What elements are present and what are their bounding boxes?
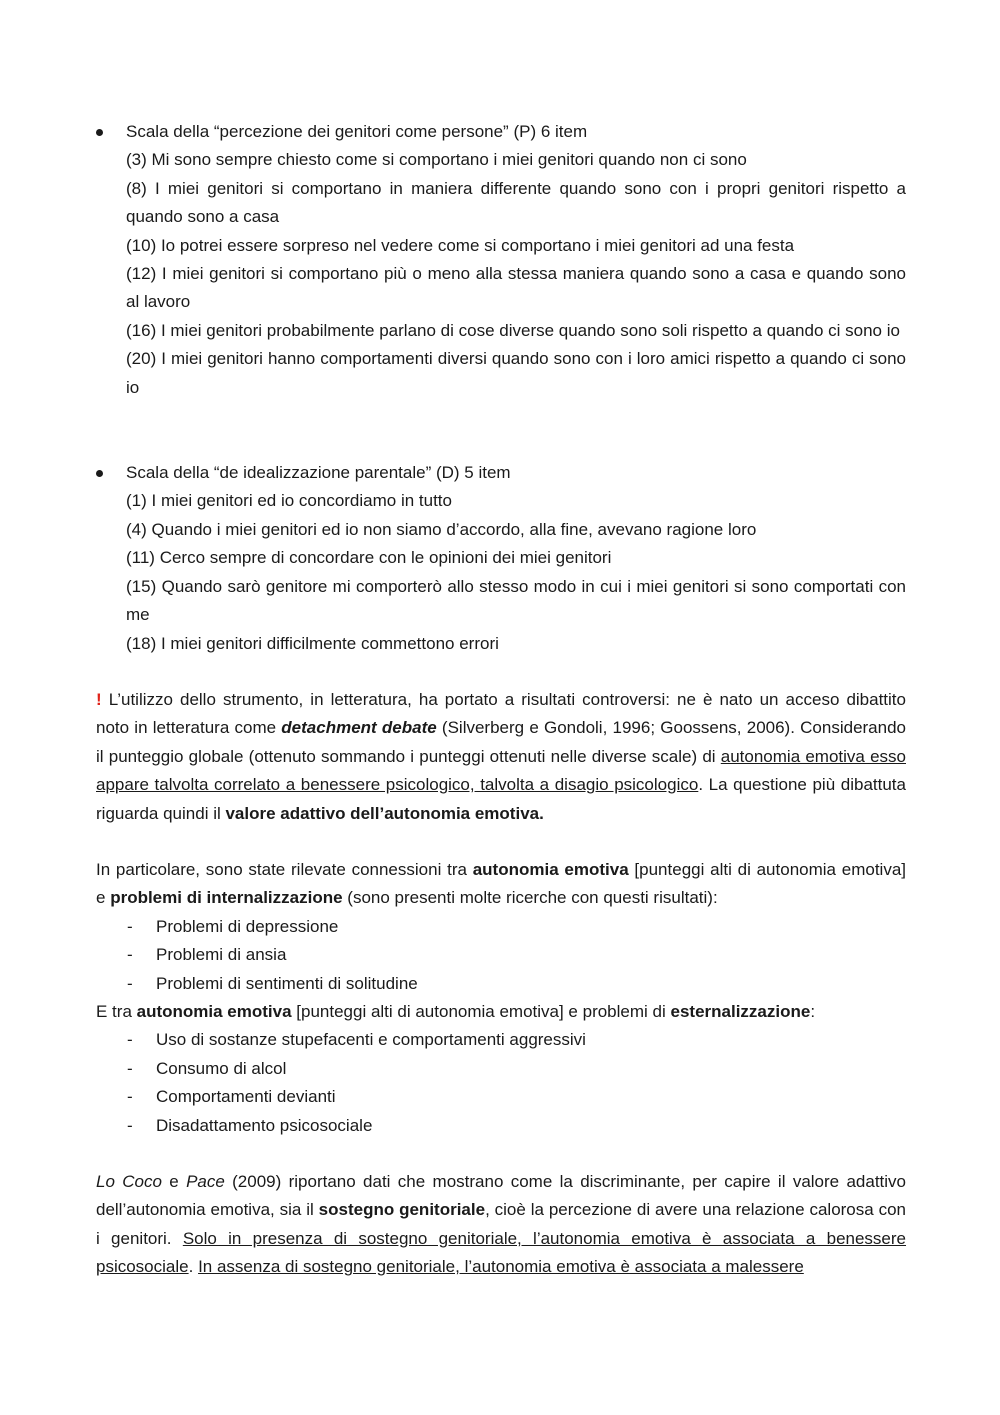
scale-p-item: (20) I miei genitori hanno comportamenti diversi quando sono con i loro amici rispetto a quando ci sono io bbox=[126, 349, 906, 397]
document-body bbox=[96, 118, 906, 1282]
text: E tra bbox=[96, 1001, 137, 1021]
bold-text: esternalizzazione bbox=[670, 1001, 811, 1021]
internalization-list bbox=[96, 913, 906, 998]
scale-d-item: (1) I miei genitori ed io concordiamo in tutto bbox=[126, 491, 452, 511]
underlined-text: In assenza di sostegno genitoriale, l’autonomia emotiva è associata a malessere bbox=[198, 1257, 804, 1277]
scale-d-item: (18) I miei genitori difficilmente commettono errori bbox=[126, 633, 499, 653]
paragraph-parental-support bbox=[96, 1168, 906, 1282]
text: [punteggi alti di autonomia emotiva] e problemi di bbox=[291, 1001, 671, 1021]
term-detachment-debate: detachment debate bbox=[281, 718, 437, 738]
text: In particolare, sono state rilevate connessioni tra bbox=[96, 859, 473, 879]
bold-text: valore adattivo dell’autonomia emotiva. bbox=[225, 803, 544, 823]
bold-text: autonomia emotiva bbox=[472, 859, 629, 879]
scale-p-item: (3) Mi sono sempre chiesto come si comportano i miei genitori quando non ci sono bbox=[126, 150, 747, 170]
list-item: - Problemi di ansia bbox=[96, 941, 906, 969]
spacer bbox=[96, 658, 906, 686]
text: (2009) riportano dati che mostrano come la discriminante, per capire il valore adattivo dell’autonomia emotiva, sia il bbox=[96, 1172, 906, 1220]
exclamation-icon: ! bbox=[96, 689, 102, 709]
underlined-text: autonomia emotiva esso appare talvolta correlato a benessere psicologico, talvolta a disagio psicologico bbox=[96, 746, 906, 795]
scale-d-title: Scala della “de idealizzazione parentale” (D) 5 item bbox=[126, 463, 511, 483]
scale-p-item: (16) I miei genitori probabilmente parlano di cose diverse quando sono soli rispetto a quando ci sono io bbox=[126, 320, 900, 340]
spacer bbox=[96, 828, 906, 856]
paragraph-externalization bbox=[96, 998, 906, 1026]
bold-text: autonomia emotiva bbox=[136, 1001, 292, 1021]
scale-p-item: (8) I miei genitori si comportano in maniera differente quando sono con i propri genitori rispetto a quando sono a casa bbox=[126, 178, 906, 227]
bold-text: problemi di internalizzazione bbox=[110, 888, 343, 908]
underlined-text: Solo in presenza di sostegno genitoriale, l’autonomia emotiva è associata a benessere psicosociale bbox=[96, 1228, 907, 1277]
paragraph-detachment-debate bbox=[96, 686, 906, 828]
text: : bbox=[810, 1001, 816, 1021]
author-name: Pace bbox=[186, 1172, 225, 1191]
text: . bbox=[188, 1257, 199, 1277]
text: L’utilizzo dello strumento, in letteratura, ha portato a risultati controversi: ne è nato un acceso dibattito noto in letteratura come bbox=[96, 689, 906, 738]
text: , cioè la percezione di avere una relazione calorosa con i genitori. bbox=[96, 1200, 906, 1248]
list-item: - Uso di sostanze stupefacenti e comportamenti aggressivi bbox=[96, 1026, 906, 1054]
text: (Silverberg e Gondoli, 1996; Goossens, 2006). Considerando il punteggio globale (ottenuto sommando i punteggi ottenuti nelle diverse scale) di bbox=[96, 718, 907, 766]
scale-d-item: (15) Quando sarò genitore mi comporterò allo stesso modo in cui i miei genitori si sono comportati con me bbox=[126, 576, 906, 625]
bold-text: sostegno genitoriale bbox=[318, 1200, 486, 1220]
externalization-list bbox=[96, 1026, 906, 1140]
scale-p-title: Scala della “percezione dei genitori come persone” (P) 6 item bbox=[126, 122, 588, 141]
spacer bbox=[96, 402, 906, 459]
text: . La questione più dibattuta riguarda quindi il bbox=[96, 775, 906, 823]
text: [punteggi alti di autonomia emotiva] e bbox=[96, 859, 907, 908]
list-item: - Problemi di depressione bbox=[96, 913, 906, 941]
scale-p-item: (12) I miei genitori si comportano più o meno alla stessa maniera quando sono a casa e quando sono al lavoro bbox=[126, 264, 906, 312]
scale-d-item: (4) Quando i miei genitori ed io non siamo d’accordo, alla fine, avevano ragione loro bbox=[126, 519, 757, 539]
paragraph-internalization bbox=[96, 856, 906, 913]
list-item: - Problemi di sentimenti di solitudine bbox=[96, 970, 906, 998]
scale-p-section bbox=[96, 118, 906, 402]
bullet-icon bbox=[96, 129, 103, 136]
list-item: - Consumo di alcol bbox=[96, 1055, 906, 1083]
spacer bbox=[96, 1140, 906, 1168]
text: e bbox=[161, 1172, 187, 1191]
bullet-icon bbox=[96, 470, 103, 477]
scale-d-section bbox=[96, 459, 906, 658]
text: (sono presenti molte ricerche con questi risultati): bbox=[342, 888, 718, 908]
scale-d-item: (11) Cerco sempre di concordare con le opinioni dei miei genitori bbox=[126, 548, 612, 568]
list-item: - Disadattamento psicosociale bbox=[96, 1112, 906, 1140]
scale-p-item: (10) Io potrei essere sorpreso nel vedere come si comportano i miei genitori ad una festa bbox=[126, 235, 795, 255]
list-item: - Comportamenti devianti bbox=[96, 1083, 906, 1111]
author-name: Lo Coco bbox=[96, 1172, 162, 1191]
